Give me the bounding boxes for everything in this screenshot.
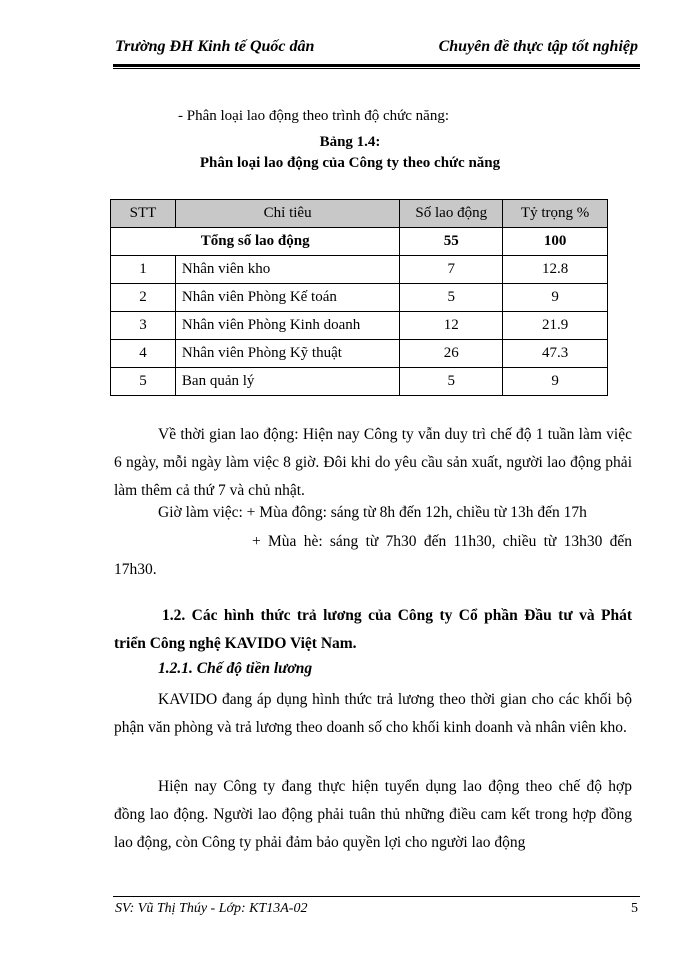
paragraph-working-time: Về thời gian lao động: Hiện nay Công ty vẫn duy trì chế độ 1 tuần làm việc 6 ngày, mỗi ngày làm việc 8 giờ. Đôi khi do yêu cầu sản xuất, người lao động phải làm thêm cả thứ 7 và chủ nhật. (114, 426, 632, 499)
row-count: 7 (400, 256, 503, 284)
footer-student-info: SV: Vũ Thị Thúy - Lớp: KT13A-02 (115, 901, 308, 916)
working-hours-summer: + Mùa hè: sáng từ 7h30 đến 11h30, chiều từ 13h30 đến (252, 533, 632, 550)
table-row (111, 340, 608, 368)
header-document-title: Chuyên đề thực tập tốt nghiệp (438, 38, 638, 55)
total-percent: 100 (503, 228, 608, 256)
table-row (111, 256, 608, 284)
labor-classification-table (110, 199, 608, 396)
paragraph-labor-contract: Hiện nay Công ty đang thực hiện tuyển dụng lao động theo chế độ hợp đồng lao động. Người lao động phải tuân thủ những điều cam kết trong hợp đồng lao động, còn Công ty phải đảm bảo quyền lợi cho người lao động (114, 778, 632, 851)
row-percent: 12.8 (503, 256, 608, 284)
total-label: Tổng số lao động (111, 228, 400, 256)
header-rule-thick (113, 64, 640, 67)
working-hours-winter: Giờ làm việc: + Mùa đông: sáng từ 8h đến 12h, chiều từ 13h đến 17h (158, 504, 587, 521)
row-name: Nhân viên Phòng Kinh doanh (175, 312, 399, 340)
paragraph-salary-method: KAVIDO đang áp dụng hình thức trả lương theo thời gian cho các khối bộ phận văn phòng và trả lương theo doanh số cho khối kinh doanh và nhân viên kho. (114, 691, 632, 736)
header-count: Số lao động (400, 200, 503, 228)
table-row (111, 284, 608, 312)
row-percent: 9 (503, 284, 608, 312)
header-stt: STT (111, 200, 176, 228)
page-number: 5 (631, 901, 638, 916)
row-count: 5 (400, 368, 503, 396)
row-stt: 4 (111, 340, 176, 368)
total-count: 55 (400, 228, 503, 256)
row-name: Nhân viên Phòng Kỹ thuật (175, 340, 399, 368)
row-count: 5 (400, 284, 503, 312)
row-name: Ban quản lý (175, 368, 399, 396)
row-stt: 2 (111, 284, 176, 312)
row-count: 26 (400, 340, 503, 368)
row-name: Nhân viên Phòng Kế toán (175, 284, 399, 312)
header-rule-thin (113, 68, 640, 69)
row-count: 12 (400, 312, 503, 340)
table-header-row (111, 200, 608, 228)
row-name: Nhân viên kho (175, 256, 399, 284)
row-stt: 5 (111, 368, 176, 396)
row-stt: 1 (111, 256, 176, 284)
header-criteria: Chỉ tiêu (175, 200, 399, 228)
subsection-heading: 1.2.1. Chế độ tiền lương (158, 660, 313, 677)
header-percent: Tỷ trọng % (503, 200, 608, 228)
header-school-name: Trường ĐH Kinh tế Quốc dân (115, 38, 315, 55)
table-caption-number: Bảng 1.4: (319, 134, 381, 150)
row-percent: 9 (503, 368, 608, 396)
row-percent: 47.3 (503, 340, 608, 368)
table-caption-title: Phân loại lao động của Công ty theo chức năng (199, 155, 501, 171)
table-row (111, 312, 608, 340)
footer-rule (113, 896, 640, 897)
bullet-item: - Phân loại lao động theo trình độ chức năng: (178, 108, 449, 124)
working-hours-summer-end: 17h30. (114, 561, 157, 578)
table-total-row (111, 228, 608, 256)
row-percent: 21.9 (503, 312, 608, 340)
row-stt: 3 (111, 312, 176, 340)
section-heading: 1.2. Các hình thức trả lương của Công ty Cổ phần Đầu tư và Phát triển Công nghệ KAVIDO Việt Nam. (114, 607, 632, 652)
table-row (111, 368, 608, 396)
